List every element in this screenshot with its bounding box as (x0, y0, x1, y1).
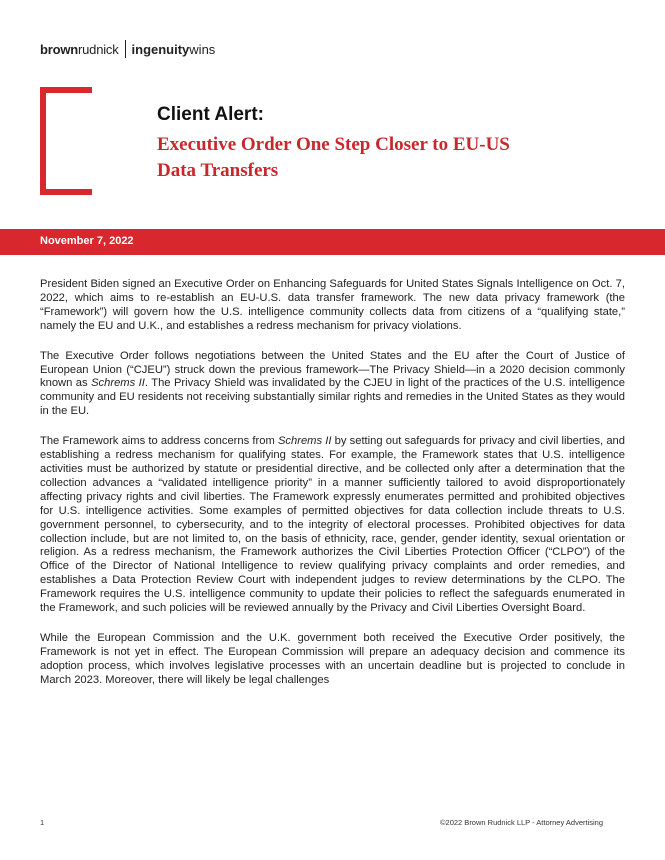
article-body (40, 278, 625, 704)
date-bar (0, 229, 665, 255)
headline-line-1: Executive Order One Step Closer to EU-US (157, 134, 510, 155)
paragraph-3-part-a: The Framework aims to address concerns from (40, 435, 278, 448)
logo-brand-bold: brown (40, 41, 78, 57)
paragraph-3 (40, 435, 625, 616)
copyright-notice: ©2022 Brown Rudnick LLP - Attorney Advertising (440, 818, 603, 827)
title-block (157, 104, 627, 184)
headline-line-2: Data Transfers (157, 160, 279, 181)
logo-divider (125, 40, 126, 58)
paragraph-3-part-b: by setting out safeguards for privacy and civil liberties, and establishing a redress mechanism for qualifying states. For example, the Framework states that U.S. intelligence activities must be authorized by statute or presidential directive, and be collected only after a determination that the collection advances a “validated intelligence priority” in a manner sufficiently tailored to avoid disproportionately affecting privacy rights and civil liberties. The Framework expressly enumerates permitted and prohibited objectives for U.S. intelligence activities. Some examples of permitted objectives for data collection include threats to U.S. government personnel, to cybersecurity, and to the integrity of electoral processes. Prohibited objectives for data collection include, but are not limited to, on the basis of ethnicity, race, gender, gender identity, sexual orientation or religion. As a redress mechanism, the Framework authorizes the Civil Liberties Protection Officer (“CLPO”) of the Office of the Director of National Intelligence to review qualifying privacy complaints and order remedies, and establishes a Data Protection Review Court with independent judges to review determinations by the CLPO. The Framework requires the U.S. intelligence community to update their policies to reflect the safeguards enumerated in the Framework, and such policies will be reviewed annually by the Privacy and Civil Liberties Oversight Board. (40, 435, 625, 615)
paragraph-2-part-a: The Executive Order follows negotiations between the United States and the EU after the Court of Justice of European Union (“CJEU”) struck down the previous framework—The Privacy Shield—in a 2020 decision commonly known as (40, 349, 625, 390)
firm-logo (40, 40, 215, 58)
logo-tag-light: wins (189, 41, 216, 57)
publication-date: November 7, 2022 (40, 235, 134, 247)
paragraph-2-part-b: . The Privacy Shield was invalidated by the CJEU in light of the practices of the U.S. intelligence community and EU residents not receiving substantially similar rights and remedies in the United States as they would in the EU. (40, 377, 625, 418)
red-bracket-decoration (40, 87, 92, 195)
logo-tag-bold: ingenuity (131, 41, 190, 57)
case-name: Schrems II (277, 435, 332, 448)
client-alert-label: Client Alert: (157, 104, 264, 125)
page-number: 1 (40, 818, 45, 827)
paragraph-2 (40, 350, 625, 420)
headline (157, 132, 627, 184)
paragraph-1: President Biden signed an Executive Order on Enhancing Safeguards for United States Signals Intelligence on Oct. 7, 2022, which aims to re-establish an EU-U.S. data transfer framework. The new data privacy framework (the “Framework”) will govern how the U.S. intelligence community collects data from citizens of a “qualifying state,” namely the EU and U.K., and establishes a redress mechanism for privacy violations. (40, 278, 625, 332)
logo-brand-light: rudnick (78, 41, 119, 57)
case-name: Schrems II (91, 377, 145, 390)
paragraph-4: While the European Commission and the U.K. government both received the Executive Order positively, the Framework is not yet in effect. The European Commission will prepare an adequacy decision and commence its adoption process, which involves legislative processes with an uncertain deadline but is projected to conclude in March 2023. Moreover, there will likely be legal challenges (40, 631, 625, 686)
